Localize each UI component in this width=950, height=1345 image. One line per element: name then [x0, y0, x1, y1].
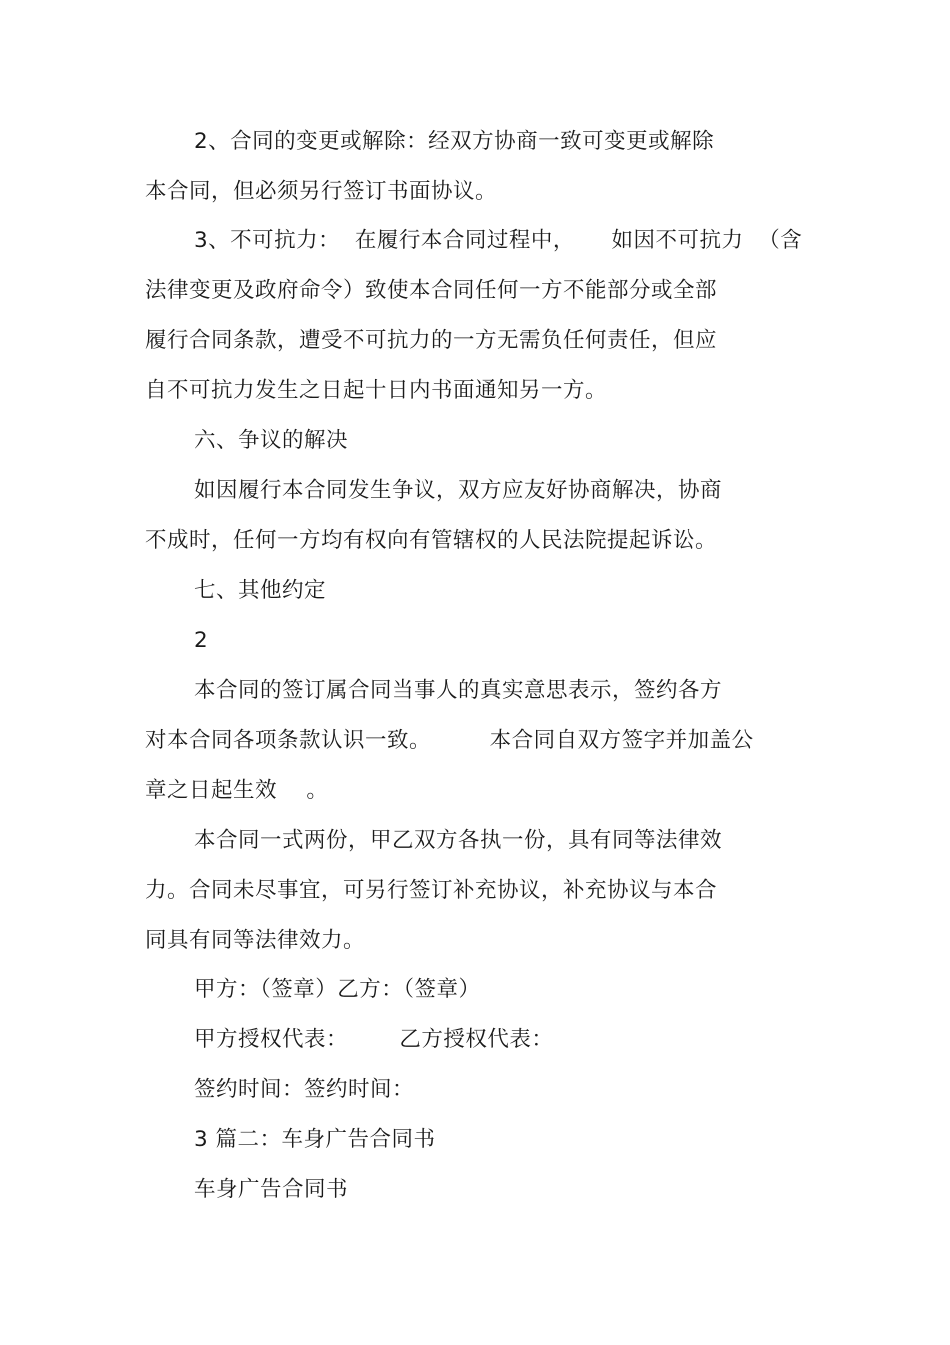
section-7-para-2-line-2: 力。合同未尽事宜，可另行签订补充协议，补充协议与本合 — [145, 878, 718, 903]
contract-title: 车身广告合同书 — [194, 1177, 349, 1202]
section-7-para-2-line-1: 本合同一式两份，甲乙双方各执一份，具有同等法律效 — [194, 828, 723, 853]
article-2-heading: 3 篇二：车身广告合同书 — [194, 1127, 436, 1152]
page-number: 2 — [194, 628, 209, 653]
clause-3-line-1: 3、不可抗力： 在履行本合同过程中， 如因不可抗力 （含 — [194, 228, 803, 253]
signing-time-line: 签约时间：签约时间： — [194, 1077, 415, 1102]
clause-3-line-3: 履行合同条款，遭受不可抗力的一方无需负任何责任，但应 — [145, 328, 718, 353]
section-7-para-1-line-2: 对本合同各项条款认识一致。 本合同自双方签字并加盖公 — [145, 728, 754, 753]
clause-3-line-4: 自不可抗力发生之日起十日内书面通知另一方。 — [145, 378, 608, 403]
section-6-heading: 六、争议的解决 — [194, 428, 349, 453]
clause-3-line-2: 法律变更及政府命令）致使本合同任何一方不能部分或全部 — [145, 278, 718, 303]
authorized-rep-line: 甲方授权代表： 乙方授权代表： — [194, 1027, 554, 1052]
clause-2-line-1: 2、合同的变更或解除：经双方协商一致可变更或解除 — [194, 129, 715, 154]
section-7-para-1-line-3: 章之日起生效 。 — [145, 778, 329, 803]
section-7-heading: 七、其他约定 — [194, 578, 327, 603]
signature-seal-line: 甲方：（签章）乙方：（签章） — [194, 977, 481, 1002]
section-6-line-2: 不成时，任何一方均有权向有管辖权的人民法院提起诉讼。 — [145, 528, 718, 553]
section-7-para-2-line-3: 同具有同等法律效力。 — [145, 928, 366, 953]
clause-2-line-2: 本合同，但必须另行签订书面协议。 — [145, 179, 498, 204]
section-7-para-1-line-1: 本合同的签订属合同当事人的真实意思表示，签约各方 — [194, 678, 723, 703]
section-6-line-1: 如因履行本合同发生争议，双方应友好协商解决，协商 — [194, 478, 723, 503]
